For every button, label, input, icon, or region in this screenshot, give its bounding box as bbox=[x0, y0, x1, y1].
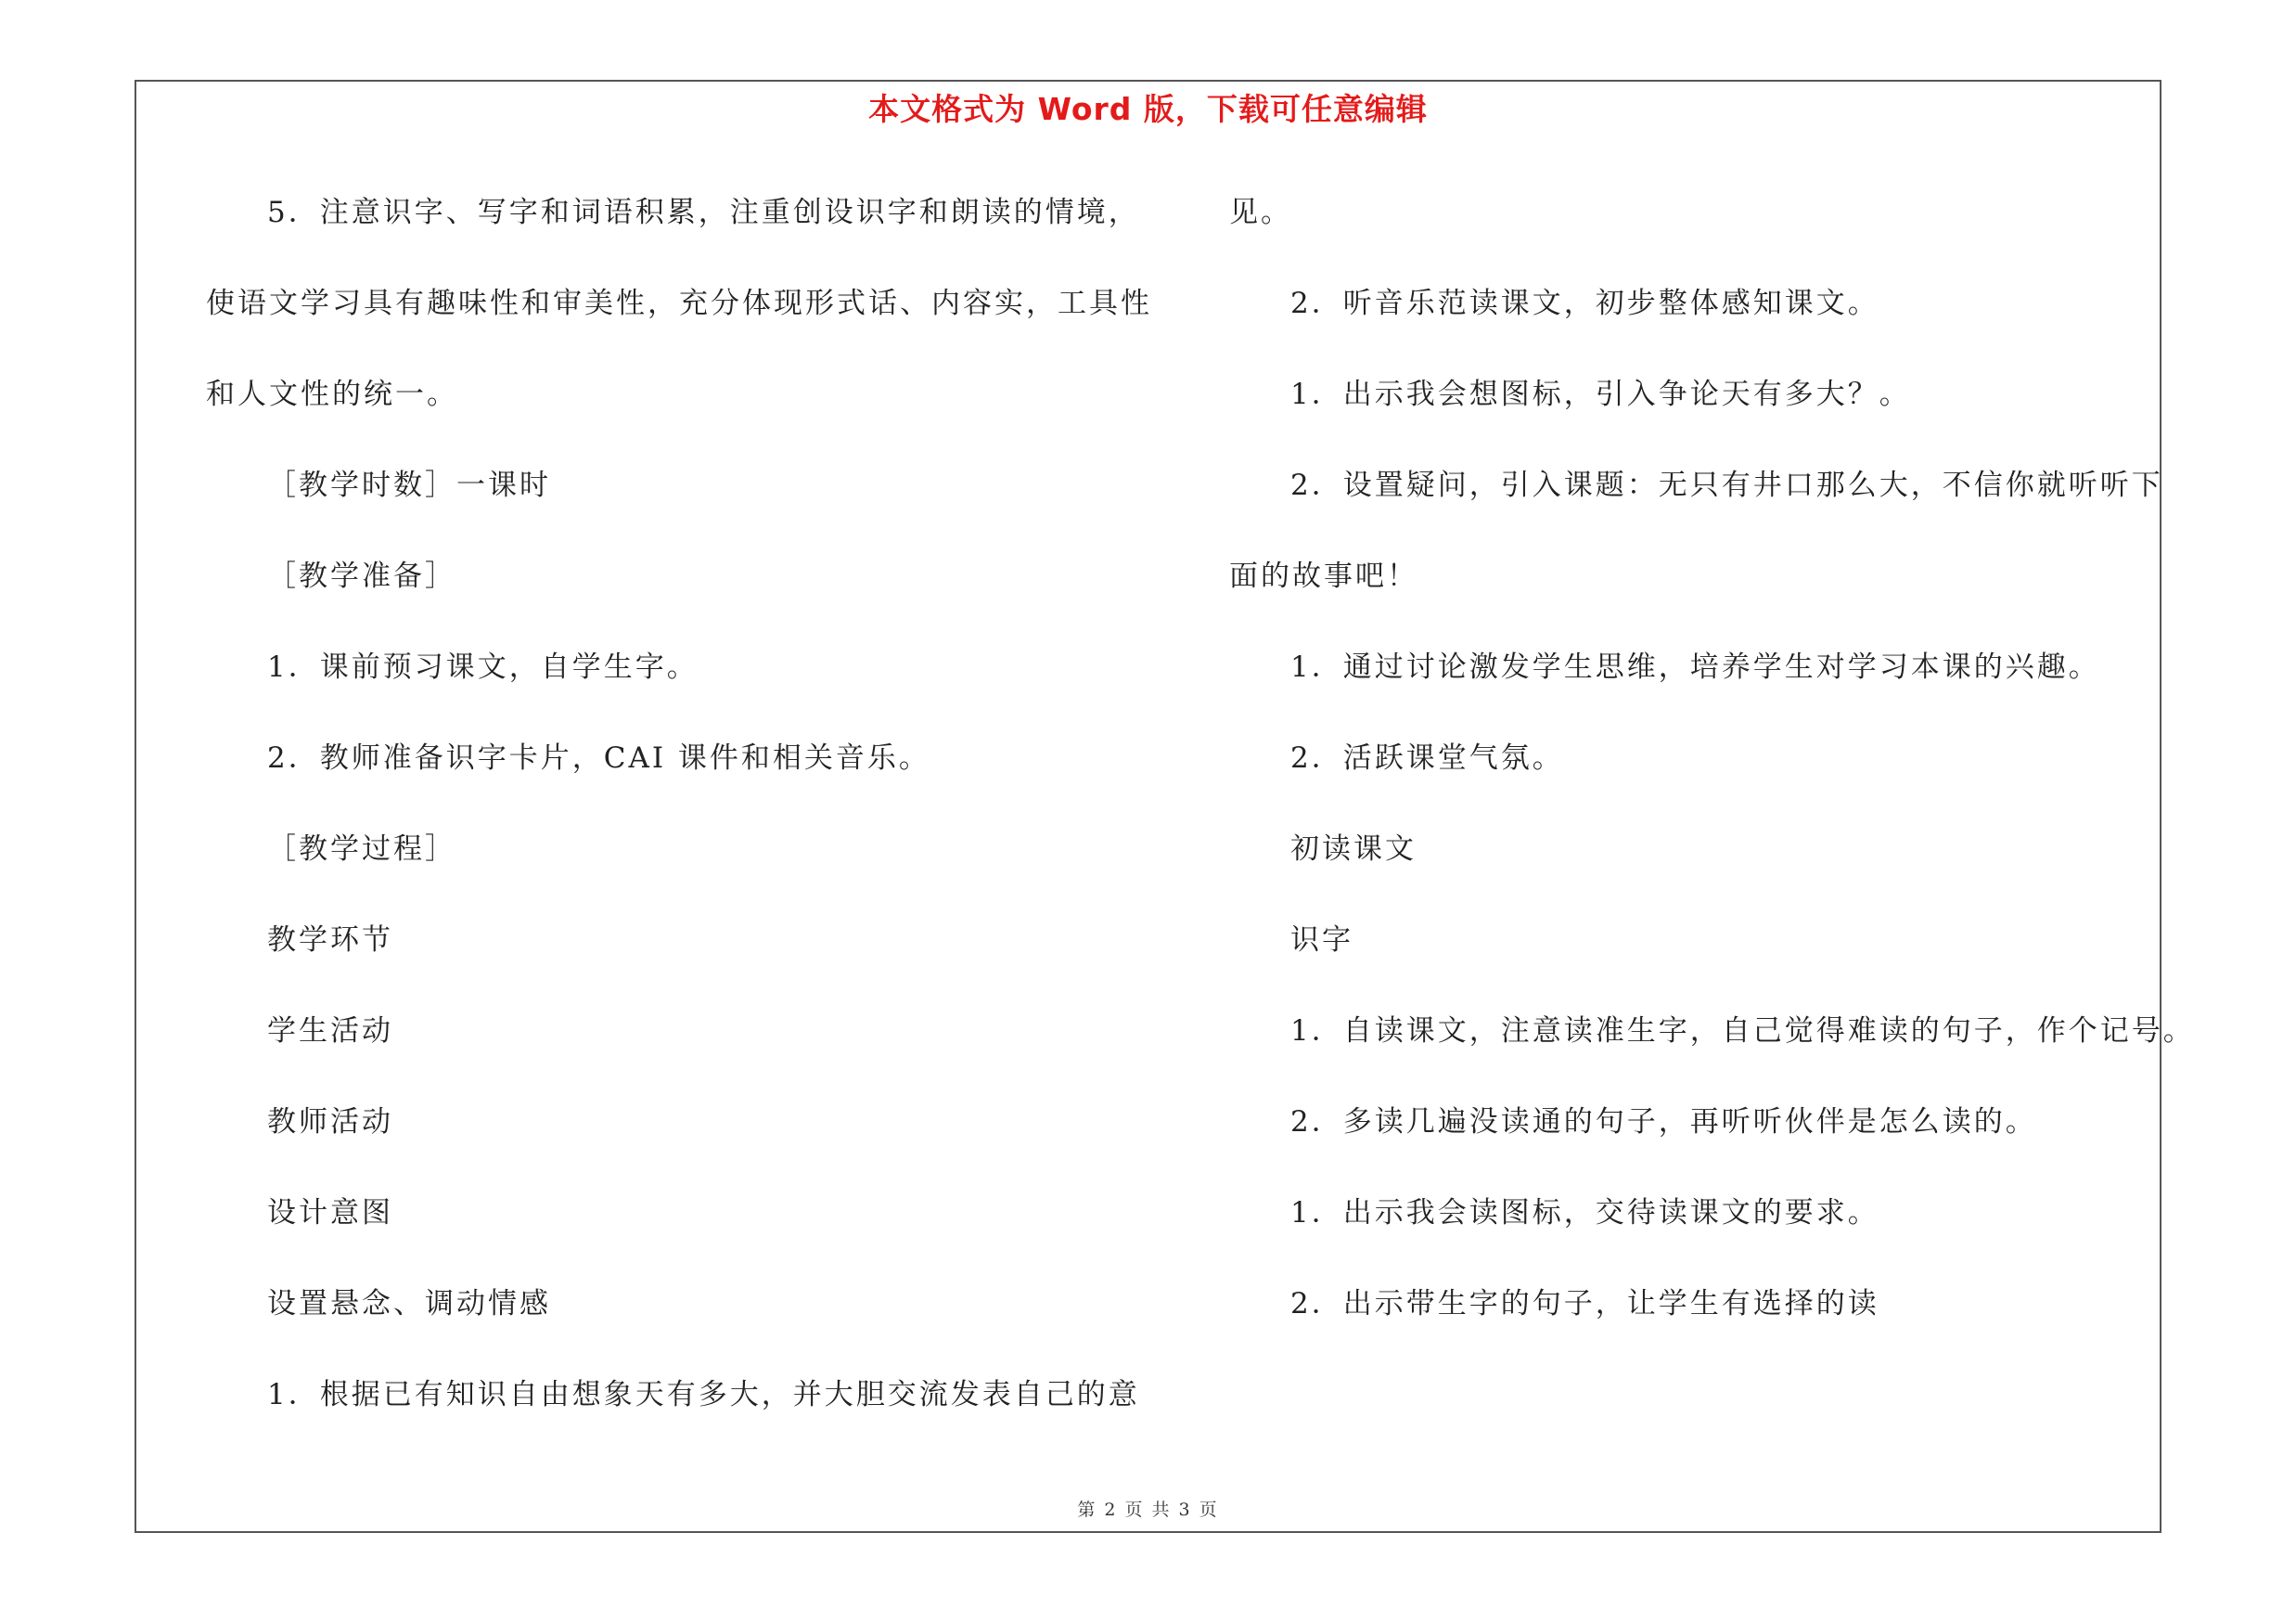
text-line: 2．多读几遍没读通的句子，再听听伙伴是怎么读的。 bbox=[1290, 1105, 2037, 1139]
text-line: 1．自读课文，注意读准生字，自己觉得难读的句子，作个记号。 bbox=[1290, 1014, 2195, 1048]
text-line: 2．听音乐范读课文，初步整体感知课文。 bbox=[1290, 287, 1879, 320]
text-line: 2．出示带生字的句子，让学生有选择的读 bbox=[1290, 1287, 1879, 1320]
text-line: 初读课文 bbox=[1290, 832, 1417, 866]
document-banner: 本文格式为 Word 版，下载可任意编辑 bbox=[868, 91, 1428, 127]
text-line: ［教学时数］一课时 bbox=[267, 469, 551, 502]
text-line: 1．通过讨论激发学生思维，培养学生对学习本课的兴趣。 bbox=[1290, 650, 2100, 684]
text-line: 2．教师准备识字卡片，CAI 课件和相关音乐。 bbox=[267, 741, 930, 775]
right-column bbox=[1229, 183, 2194, 1365]
text-line: 2．设置疑问，引入课题：无只有井口那么大，不信你就听听下 bbox=[1290, 469, 2163, 502]
text-line: 识字 bbox=[1290, 923, 1353, 957]
text-line: 使语文学习具有趣味性和审美性，充分体现形式话、内容实，工具性 bbox=[206, 287, 1152, 320]
page-number: 第 2 页 共 3 页 bbox=[1077, 1500, 1219, 1520]
text-line: 1．出示我会想图标，引入争论天有多大？。 bbox=[1290, 378, 1911, 411]
text-line: 1．根据已有知识自由想象天有多大，并大胆交流发表自己的意 bbox=[267, 1378, 1140, 1411]
text-line: 面的故事吧！ bbox=[1229, 560, 1418, 593]
text-line: 设计意图 bbox=[267, 1196, 393, 1230]
text-line: 和人文性的统一。 bbox=[206, 378, 458, 411]
text-line: 2．活跃课堂气氛。 bbox=[1290, 741, 1564, 775]
text-line: 1．课前预习课文，自学生字。 bbox=[267, 650, 699, 684]
text-line: 学生活动 bbox=[267, 1014, 393, 1048]
text-line: ［教学准备］ bbox=[267, 560, 456, 593]
text-line: 5．注意识字、写字和词语积累，注重创设识字和朗读的情境， bbox=[267, 196, 1140, 229]
text-line: 1．出示我会读图标，交待读课文的要求。 bbox=[1290, 1196, 1879, 1230]
text-line: 设置悬念、调动情感 bbox=[267, 1287, 551, 1320]
text-line: 教学环节 bbox=[267, 923, 393, 957]
text-line: 教师活动 bbox=[267, 1105, 393, 1139]
left-column bbox=[206, 183, 1152, 1456]
text-line: 见。 bbox=[1229, 196, 1292, 229]
text-line: ［教学过程］ bbox=[267, 832, 456, 866]
